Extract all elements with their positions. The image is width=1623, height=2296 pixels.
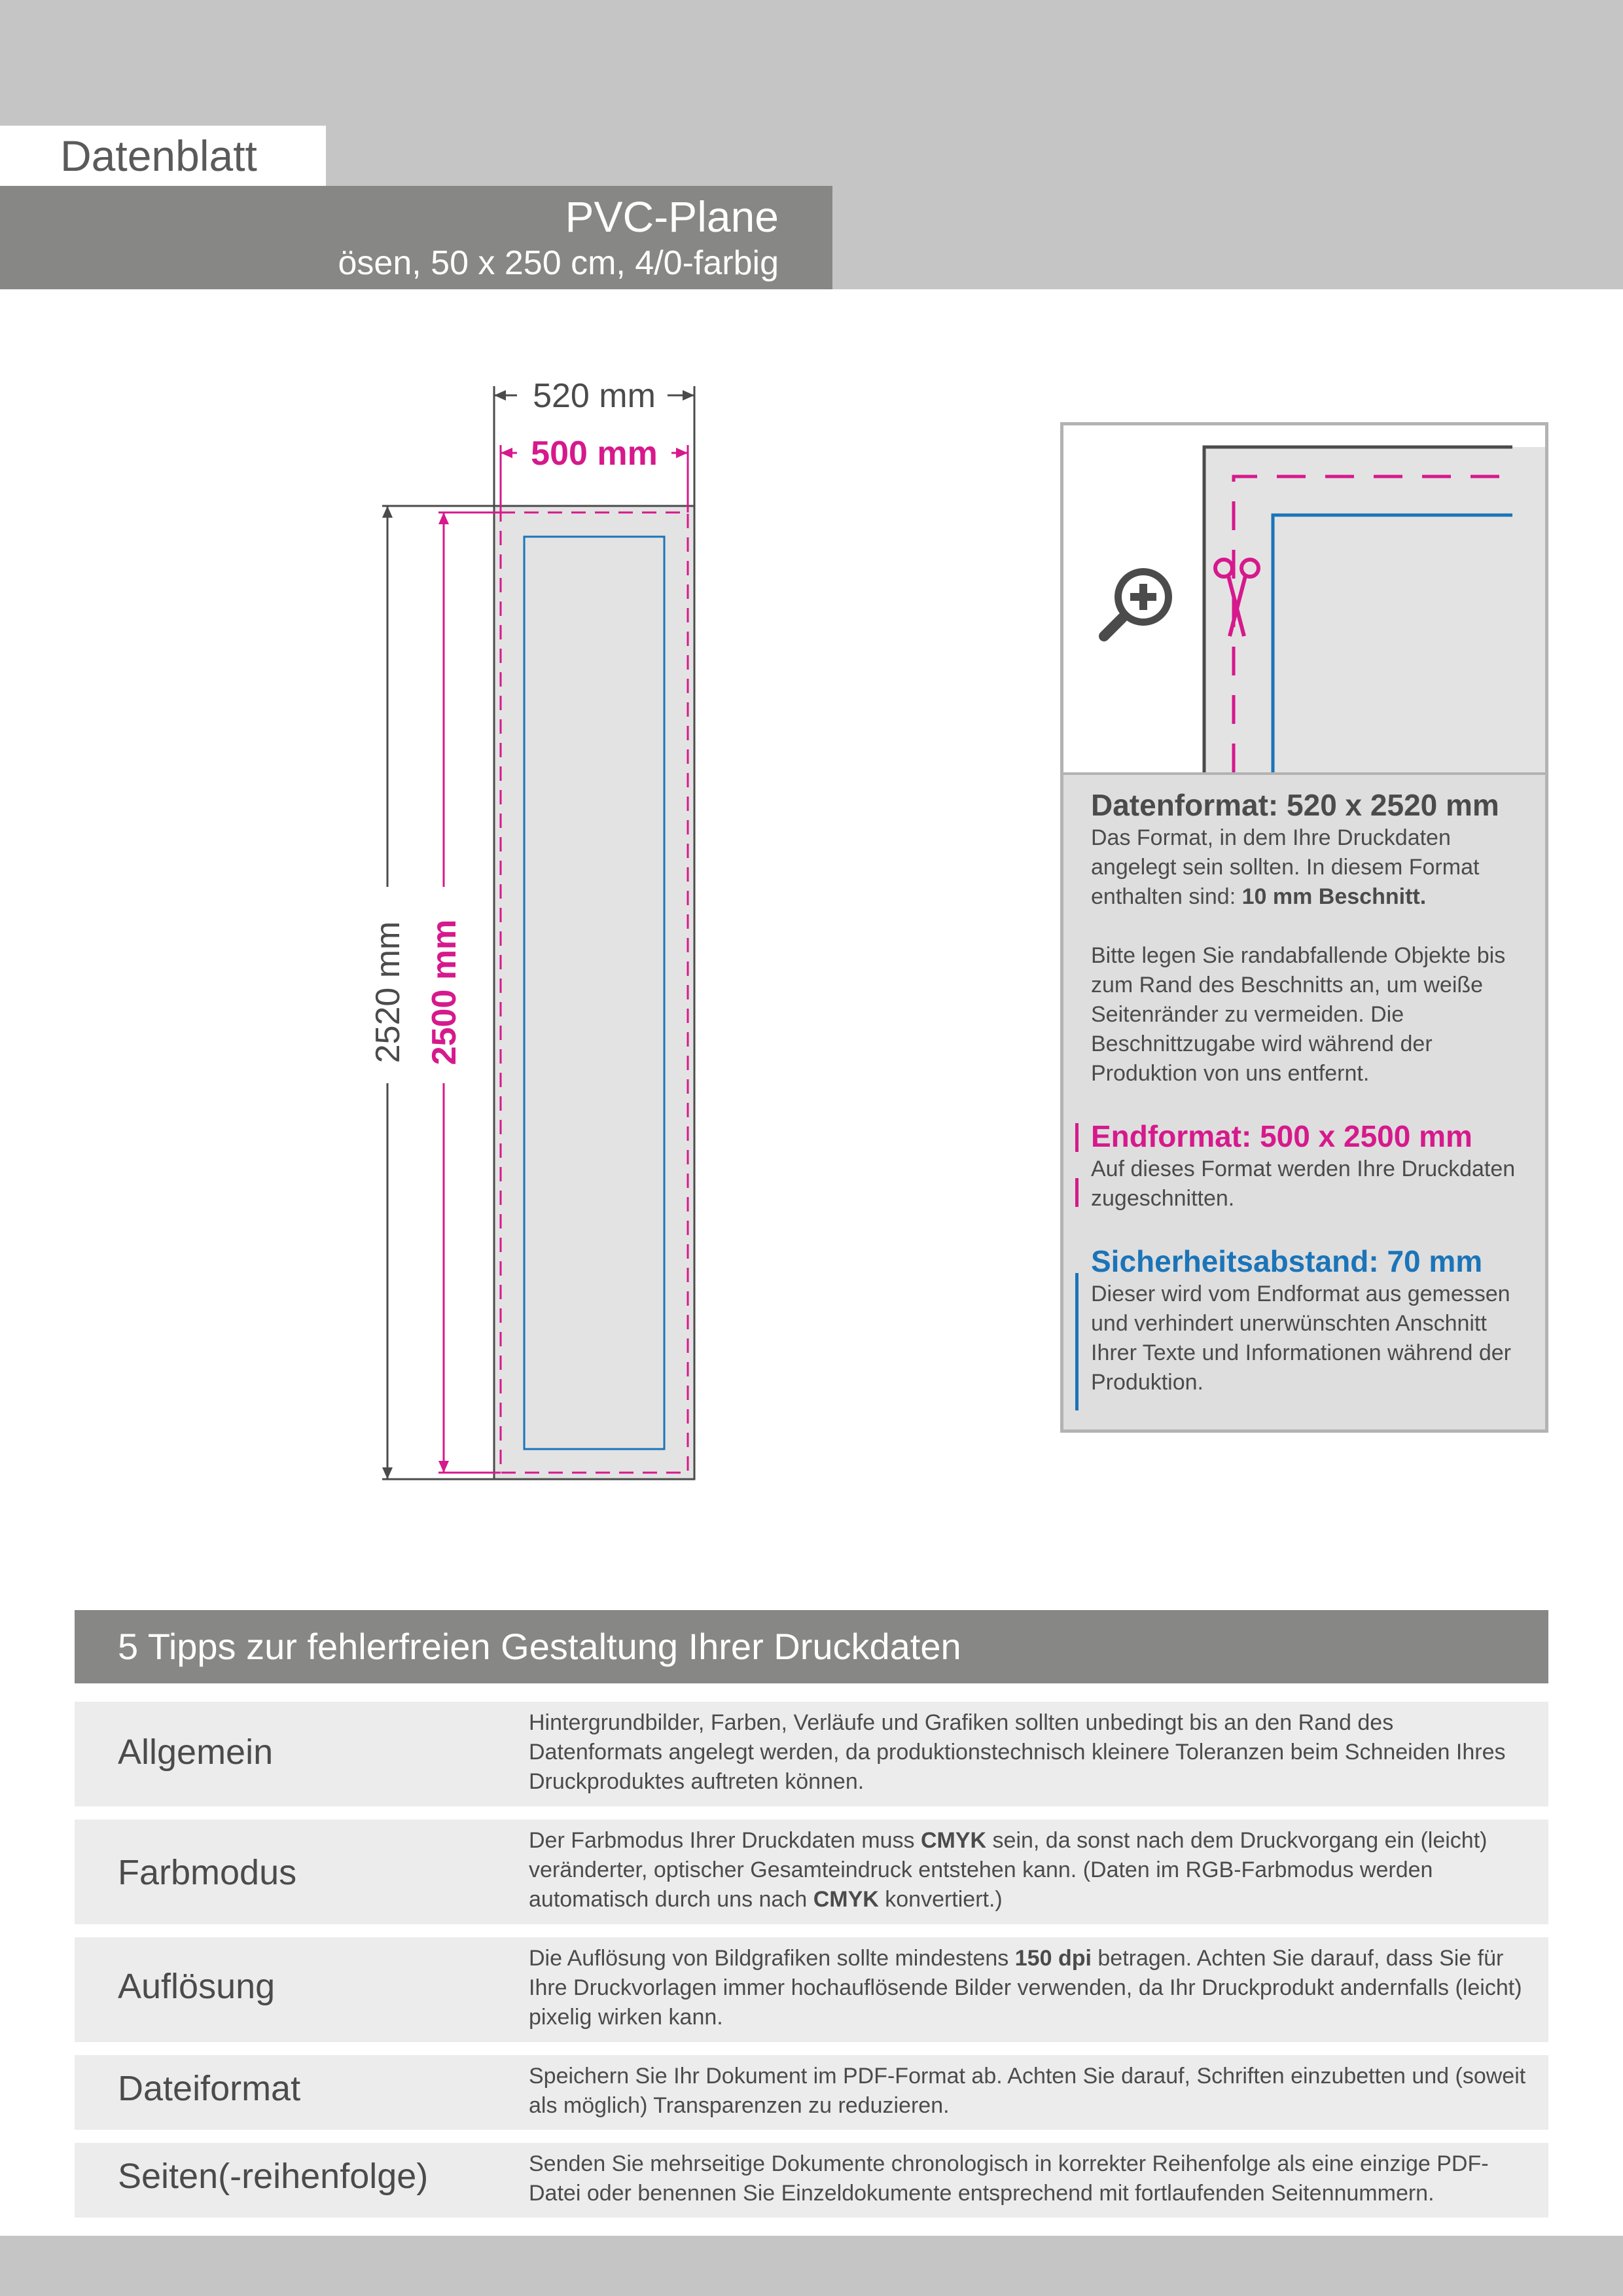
tip-title: Allgemein	[118, 1732, 274, 1772]
tip-text: Senden Sie mehrseitige Dokumente chronologisch in korrekter Reihenfolge als eine einzige PDF-Datei oder benennen Sie Einzeldokumente entsprechend mit fortlaufenden Seitennummern.	[529, 2151, 1489, 2206]
tip-row-farbmodus	[75, 1820, 1548, 1924]
tip-title: Dateiformat	[118, 2069, 301, 2108]
width-final-label: 500 mm	[531, 435, 658, 473]
tip-title: Seiten(-reihenfolge)	[118, 2157, 429, 2196]
tip-row-dateiformat	[75, 2055, 1548, 2130]
info-panel	[1060, 422, 1548, 1433]
zoom-in-icon	[1104, 568, 1172, 636]
bottom-band	[0, 2236, 1623, 2296]
height-final-label: 2500 mm	[425, 919, 463, 1066]
endformat-section	[1091, 1118, 1525, 1213]
tip-row-aufloesung	[75, 1937, 1548, 2042]
endformat-title: Endformat: 500 x 2500 mm	[1091, 1119, 1472, 1153]
product-title: PVC-Plane	[565, 192, 779, 241]
width-outer-label: 520 mm	[533, 377, 656, 415]
datenformat-title: Datenformat: 520 x 2520 mm	[1091, 788, 1499, 822]
sicherheit-title: Sicherheitsabstand: 70 mm	[1091, 1244, 1483, 1278]
tip-text: Die Auflösung von Bildgrafiken sollte mindestens 150 dpi betragen. Achten Sie darauf, dass Sie für Ihre Druckvorlagen immer hochauflösende Bilder verwenden, da Ihr Druckprodukt andernfalls (leicht) pixelig wirken kann.	[529, 1946, 1522, 2030]
product-title-box	[0, 186, 832, 289]
info-text	[1063, 772, 1545, 1429]
tip-title: Auflösung	[118, 1967, 276, 2006]
format-drawing	[0, 353, 785, 1532]
height-outer-label: 2520 mm	[369, 921, 407, 1064]
datasheet-label: Datenblatt	[0, 126, 326, 186]
tip-text: Der Farbmodus Ihrer Druckdaten muss CMYK sein, da sonst nach dem Druckvorgang ein (leicht) veränderter, optischer Gesamteindruck entstehen kann. (Daten im RGB-Farbmodus werden automatisch durch uns nach CMYK konvertiert.)	[529, 1828, 1488, 1912]
tip-row-seiten	[75, 2143, 1548, 2217]
tip-title: Farbmodus	[118, 1853, 297, 1892]
product-subtitle: ösen, 50 x 250 cm, 4/0-farbig	[338, 244, 779, 282]
sicherheit-section	[1091, 1243, 1525, 1397]
zoom-detail	[1063, 425, 1545, 772]
tip-text: Hintergrundbilder, Farben, Verläufe und Grafiken sollten unbedingt bis an den Rand des Datenformats angelegt werden, da produktionstechnisch kleinere Toleranzen beim Schneiden Ihres Druckproduktes auftreten können.	[529, 1710, 1506, 1794]
endformat-text: Auf dieses Format werden Ihre Druckdaten zugeschnitten.	[1091, 1157, 1516, 1211]
tip-row-allgemein	[75, 1702, 1548, 1806]
sicherheit-text: Dieser wird vom Endformat aus gemessen und verhindert unerwünschten Anschnitt Ihrer Texte und Informationen während der Produktion.	[1091, 1282, 1511, 1395]
datenformat-hint: Bitte legen Sie randabfallende Objekte bis zum Rand des Beschnitts an, um weiße Seitenränder zu vermeiden. Die Beschnittzugabe wird während der Produktion von uns entfernt.	[1091, 943, 1506, 1086]
datenformat-text: Das Format, in dem Ihre Druckdaten angelegt sein sollten. In diesem Format enthalten sind: 10 mm Beschnitt.	[1091, 825, 1480, 909]
tips-header: 5 Tipps zur fehlerfreien Gestaltung Ihrer Druckdaten	[75, 1610, 1548, 1683]
tip-text: Speichern Sie Ihr Dokument im PDF-Format ab. Achten Sie darauf, Schriften einzubetten und (soweit als möglich) Transparenzen zu reduzieren.	[529, 2064, 1526, 2118]
